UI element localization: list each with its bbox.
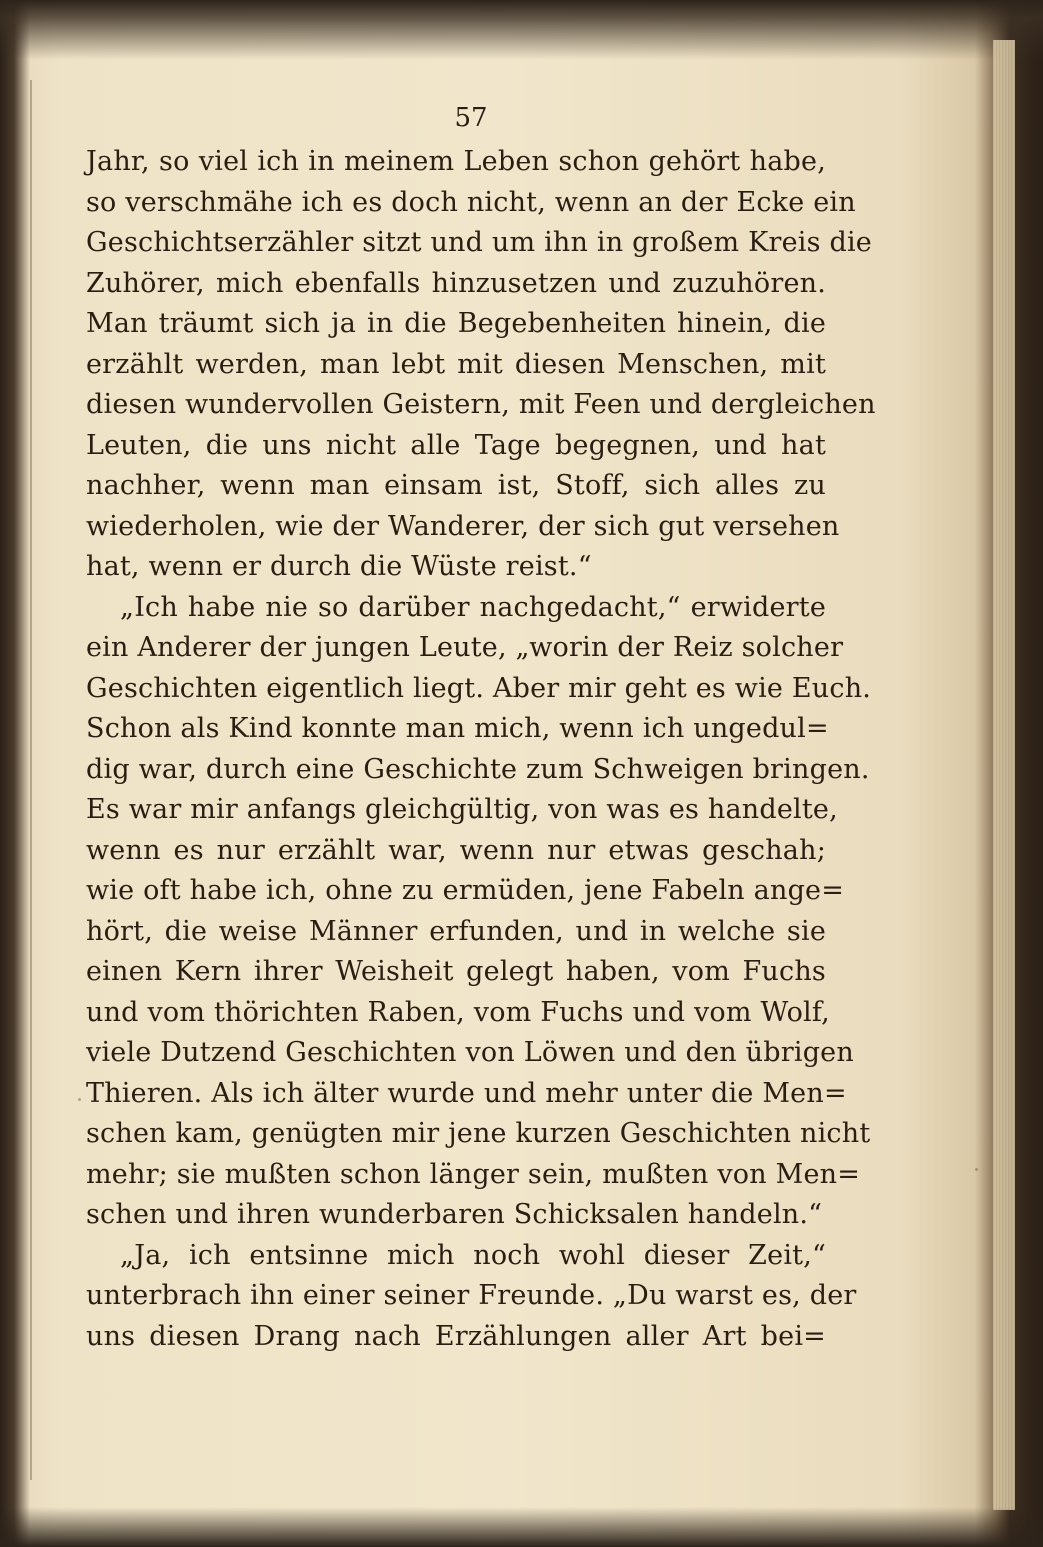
text-line: diesen wundervollen Geistern, mit Feen und dergleichen (86, 389, 876, 420)
text-line: Zuhörer, mich ebenfalls hinzusetzen und zuzuhören. (86, 267, 826, 299)
paper-speck (78, 1098, 81, 1101)
text-line: ein Anderer der jungen Leute, „worin der Reiz solcher (86, 632, 844, 663)
text-line: unterbrach ihn einer seiner Freunde. „Du warst es, der (86, 1280, 857, 1311)
text-line: schen und ihren wunderbaren Schicksalen handeln.“ (86, 1199, 823, 1230)
top-shadow (0, 0, 1043, 60)
text-line: schen kam, genügten mir jene kurzen Geschichten nicht (86, 1118, 871, 1149)
text-line: dig war, durch eine Geschichte zum Schweigen bringen. (86, 753, 870, 785)
text-line: Thieren. Als ich älter wurde und mehr unter die Men= (86, 1077, 847, 1109)
text-line: uns diesen Drang nach Erzählungen aller Art bei= (86, 1320, 826, 1352)
text-line: Jahr, so viel ich in meinem Leben schon gehört habe, (86, 146, 826, 177)
text-line: „Ich habe nie so darüber nachgedacht,“ erwiderte (120, 591, 826, 623)
text-line: Geschichten eigentlich liegt. Aber mir geht es wie Euch. (86, 672, 872, 704)
text-line: so verschmähe ich es doch nicht, wenn an der Ecke ein (86, 186, 856, 218)
text-line: Leuten, die uns nicht alle Tage begegnen, und hat (86, 429, 826, 461)
text-line: „Ja, ich entsinne mich noch wohl dieser Zeit,“ (120, 1239, 826, 1271)
paper-speck (975, 1168, 978, 1171)
text-line: wiederholen, wie der Wanderer, der sich gut versehen (86, 510, 840, 542)
text-line: und vom thörichten Raben, vom Fuchs und vom Wolf, (86, 996, 830, 1028)
text-line: wenn es nur erzählt war, wenn nur etwas geschah; (86, 834, 826, 866)
page-number: 57 (454, 103, 488, 133)
text-line: Geschichtserzähler sitzt und um ihn in großem Kreis die (86, 227, 872, 258)
text-line: erzählt werden, man lebt mit diesen Menschen, mit (86, 348, 826, 380)
text-line: mehr; sie mußten schon länger sein, mußten von Men= (86, 1158, 861, 1190)
text-line: Schon als Kind konnte man mich, wenn ich ungedul= (86, 713, 829, 744)
text-line: einen Kern ihrer Weisheit gelegt haben, vom Fuchs (86, 956, 826, 987)
text-line: viele Dutzend Geschichten von Löwen und den übrigen (86, 1037, 854, 1068)
text-line: nachher, wenn man einsam ist, Stoff, sich alles zu (86, 470, 826, 501)
page-text (86, 98, 876, 1357)
binding-gutter (30, 80, 32, 1480)
page-edges (993, 40, 1015, 1510)
text-line: Es war mir anfangs gleichgültig, von was es handelte, (86, 794, 838, 825)
bottom-shadow (0, 1507, 1043, 1547)
text-line: hat, wenn er durch die Wüste reist.“ (86, 551, 592, 582)
text-line: hört, die weise Männer erfunden, und in welche sie (86, 915, 826, 947)
text-line: wie oft habe ich, ohne zu ermüden, jene Fabeln ange= (86, 875, 845, 906)
text-line: Man träumt sich ja in die Begebenheiten hinein, die (86, 308, 826, 339)
